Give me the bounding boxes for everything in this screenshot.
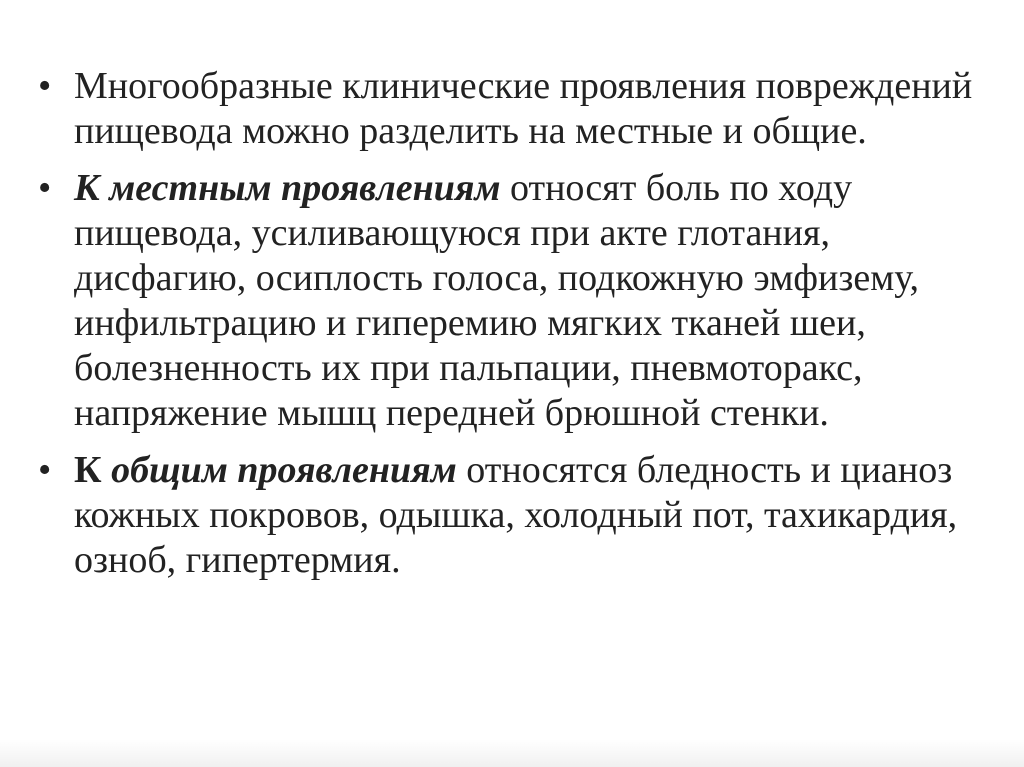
- bullet-item-3: [30, 448, 1000, 583]
- bullet-item-2: [30, 166, 1000, 436]
- bullet-marker: •: [38, 449, 52, 491]
- bullet-list: [30, 64, 1000, 595]
- bullet-item-1: [30, 64, 1000, 154]
- bullet-lead-bold: К: [74, 449, 112, 491]
- bullet-marker: •: [38, 167, 52, 209]
- bullet-lead-emphasis: общим проявлениям: [111, 449, 457, 491]
- bullet-marker: •: [38, 65, 52, 107]
- slide-bottom-shade: [0, 739, 1024, 767]
- bullet-text: относят боль по ходу пищевода, усиливающуюся при акте глотания, дисфагию, осиплость голоса, подкожную эмфизему, инфильтрацию и гиперемию мягких тканей шеи, болезненность их при пальпации, пневмоторакс, напряжение мышц передней брюшной стенки.: [74, 167, 919, 434]
- bullet-text: Многообразные клинические проявления повреждений пищевода можно разделить на местные и общие.: [74, 65, 973, 152]
- bullet-lead-emphasis: К местным проявлениям: [74, 167, 501, 209]
- bullet-text: относятся бледность и цианоз кожных покровов, одышка, холодный пот, тахикардия, озноб, гипертермия.: [74, 449, 958, 581]
